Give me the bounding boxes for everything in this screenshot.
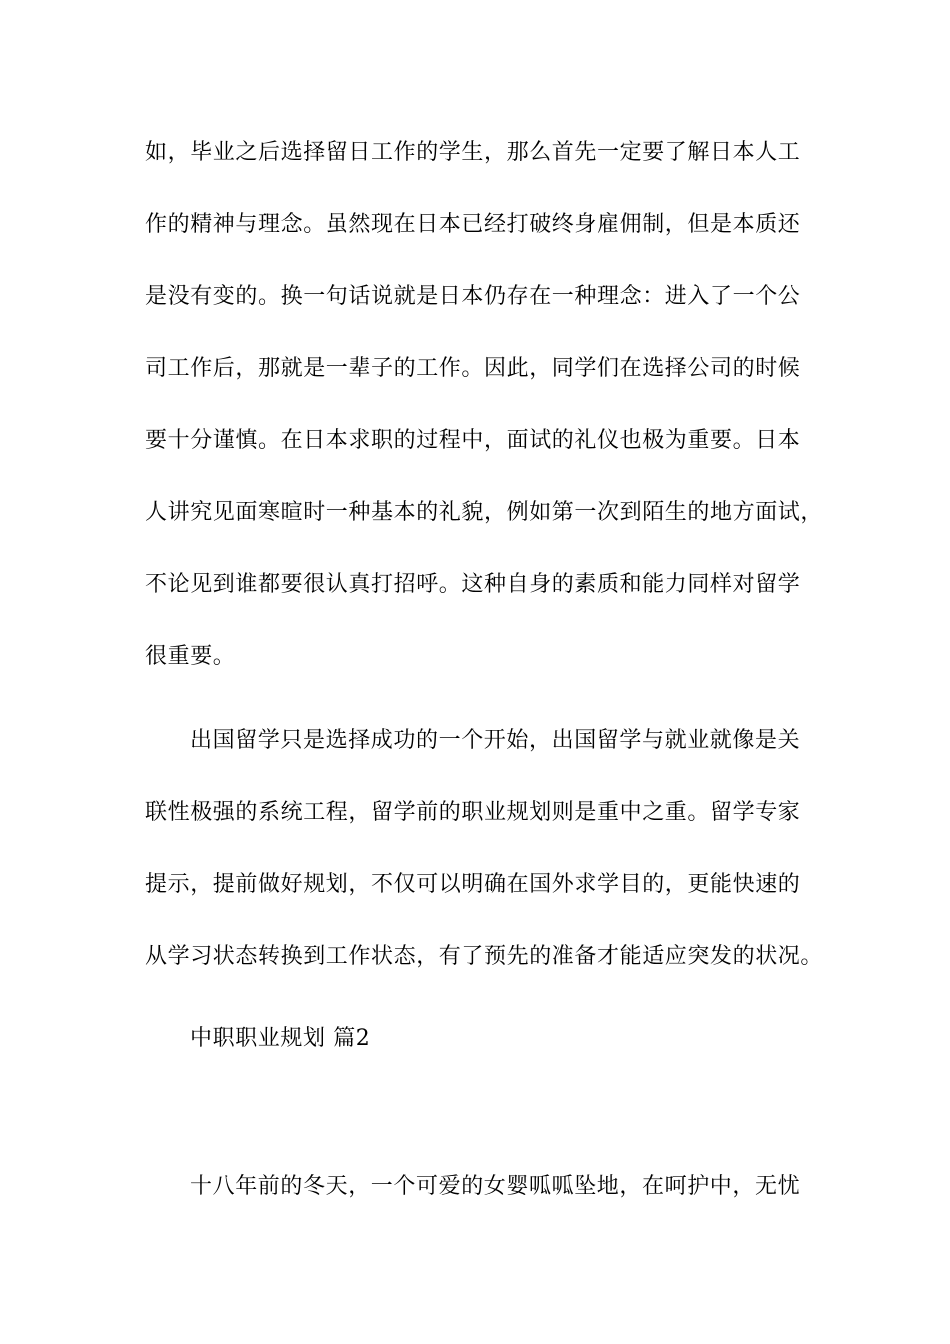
paragraph-line: 很重要。 [145, 644, 236, 669]
section-heading: 中职职业规划 篇2 [190, 1026, 371, 1051]
paragraph-line: 十八年前的冬天，一个可爱的女婴呱呱坠地，在呵护中，无忧 [190, 1174, 801, 1199]
paragraph-line: 司工作后，那就是一辈子的工作。因此，同学们在选择公司的时候 [145, 356, 801, 381]
paragraph-line: 如，毕业之后选择留日工作的学生，那么首先一定要了解日本人工 [145, 140, 801, 165]
paragraph-line: 作的精神与理念。虽然现在日本已经打破终身雇佣制，但是本质还 [145, 212, 801, 237]
paragraph-line: 要十分谨慎。在日本求职的过程中，面试的礼仪也极为重要。日本 [145, 428, 801, 453]
paragraph-line: 从学习状态转换到工作状态，有了预先的准备才能适应突发的状况。 [145, 944, 824, 969]
paragraph-line: 是没有变的。换一句话说就是日本仍存在一种理念：进入了一个公 [145, 284, 801, 309]
paragraph-line: 不论见到谁都要很认真打招呼。这种自身的素质和能力同样对留学 [145, 572, 801, 597]
paragraph-line: 人讲究见面寒暄时一种基本的礼貌，例如第一次到陌生的地方面试， [145, 500, 824, 525]
paragraph-line: 提示，提前做好规划，不仅可以明确在国外求学目的，更能快速的 [145, 872, 801, 897]
paragraph-line: 出国留学只是选择成功的一个开始，出国留学与就业就像是关 [190, 728, 801, 753]
paragraph-line: 联性极强的系统工程，留学前的职业规划则是重中之重。留学专家 [145, 800, 801, 825]
